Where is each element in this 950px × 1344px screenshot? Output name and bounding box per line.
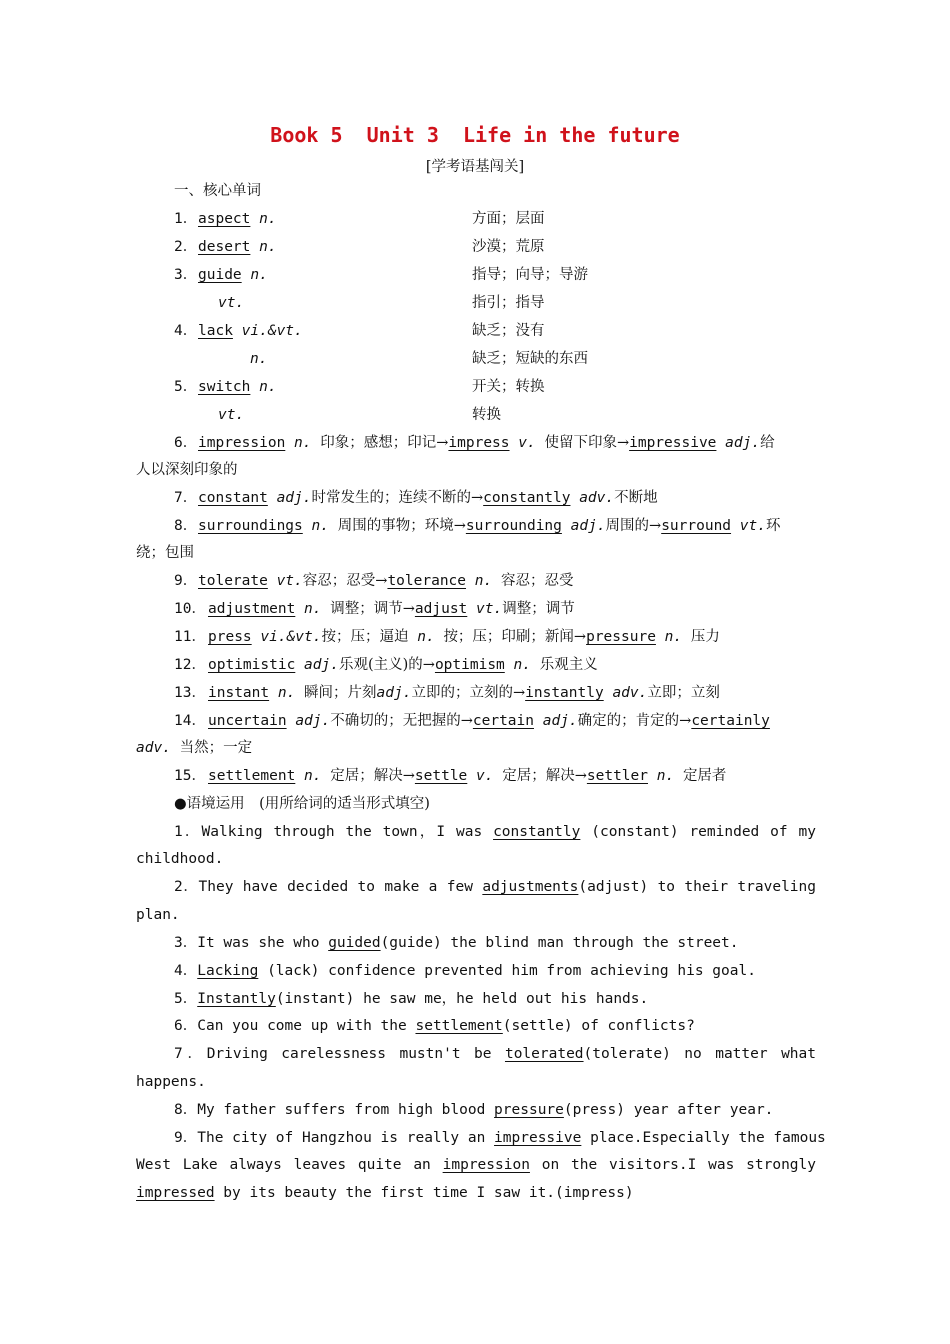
exercise-9-cont2: [136, 1181, 816, 1205]
text-fragment: 不确切的；无把握的→: [330, 713, 473, 729]
exercise-3: [174, 931, 816, 955]
text-fragment: optimism: [434, 657, 505, 673]
text-fragment: 11．: [174, 629, 206, 645]
word-family-8-cont: 绕；包围: [136, 545, 194, 561]
text-fragment: 乐观(主义)的→: [338, 657, 435, 673]
page-title: Book 5 Unit 3 Life in the future: [270, 123, 680, 147]
word-family-7: [174, 486, 816, 510]
text-fragment: constantly: [483, 490, 571, 506]
text-fragment: 确定的；肯定的→: [577, 713, 692, 729]
text-fragment: certain: [472, 713, 534, 729]
text-fragment: adj.: [304, 657, 339, 673]
answer: constantly: [493, 824, 581, 840]
text-fragment: vt.: [476, 601, 503, 617]
text-fragment: adv.: [136, 740, 171, 756]
vocab-item: 5．switch n.: [174, 379, 277, 395]
text-fragment: (press) year after year.: [563, 1102, 774, 1118]
text-fragment: 8．: [174, 518, 198, 534]
vocab-pos: vt.: [218, 407, 245, 423]
word-family-6: [174, 431, 816, 455]
text-fragment: vt.: [739, 518, 766, 534]
text-fragment: 3．It was she who: [174, 935, 329, 951]
text-fragment: tolerance: [387, 573, 467, 589]
vocab-item: 4．lack vi.&vt.: [174, 323, 303, 339]
text-fragment: 环: [765, 518, 781, 534]
text-fragment: n.: [656, 768, 675, 784]
vocab-meaning: 开关；转换: [472, 379, 545, 395]
word-family-14: [174, 709, 816, 733]
text-fragment: (adjust) to their traveling: [578, 879, 816, 895]
text-fragment: (constant) reminded of my: [580, 824, 816, 840]
text-fragment: 容忍；忍受: [500, 573, 574, 589]
vocab-meaning: 指引；指导: [472, 295, 545, 311]
word-family-11: [174, 625, 816, 649]
vocab-meaning: 方面；层面: [472, 211, 545, 227]
vocab-item: 3．guide n.: [174, 267, 268, 283]
text-fragment: place.Especially the famous: [581, 1130, 826, 1146]
exercise-2-cont: plan.: [136, 907, 180, 923]
text-fragment: surround: [661, 518, 732, 534]
vocab-meaning: 缺乏；没有: [472, 323, 545, 339]
vocab-meaning: 指导；向导；导游: [472, 267, 588, 283]
text-fragment: 给: [760, 435, 775, 451]
answer: Lacking: [197, 963, 259, 979]
text-fragment: uncertain: [208, 713, 287, 729]
word-family-12: [174, 653, 816, 677]
text-fragment: n.: [311, 518, 329, 534]
exercise-7-cont: happens.: [136, 1074, 206, 1090]
vocab-meaning: 转换: [472, 407, 501, 423]
text-fragment: 周围的→: [605, 518, 662, 534]
text-fragment: 调整；调节→: [330, 601, 415, 617]
text-fragment: impression: [198, 435, 286, 451]
text-fragment: 14．: [174, 713, 206, 729]
answer: pressure: [494, 1102, 564, 1118]
exercise-9-cont: [136, 1153, 816, 1177]
text-fragment: optimistic: [208, 657, 296, 673]
answer: impressive: [494, 1130, 582, 1146]
text-fragment: n.: [664, 629, 683, 645]
text-fragment: 压力: [690, 629, 720, 645]
text-fragment: vi.&vt.: [260, 629, 322, 645]
exercise-1-cont: childhood.: [136, 851, 224, 867]
text-fragment: adj.: [276, 490, 312, 506]
text-fragment: pressure: [586, 629, 656, 645]
text-fragment: (guide) the blind man through the street.: [380, 935, 739, 951]
vocab-meaning: 沙漠；荒原: [472, 239, 545, 255]
text-fragment: settlement: [208, 768, 296, 784]
answer: impressed: [136, 1185, 215, 1201]
text-fragment: 2．They have decided to make a few: [174, 879, 483, 895]
exercise-8: [174, 1098, 816, 1122]
vocab-pos: n.: [250, 351, 268, 367]
text-fragment: (lack) confidence prevented him from achieving his goal.: [258, 963, 756, 979]
text-fragment: 12．: [174, 657, 206, 673]
text-fragment: 6．Can you come up with the: [174, 1018, 416, 1034]
text-fragment: 定居；解决→: [502, 768, 587, 784]
text-fragment: 印象；感想；印记→: [320, 435, 449, 451]
answer: guided: [328, 935, 381, 951]
text-fragment: surroundings: [198, 518, 303, 534]
answer: impression: [442, 1157, 530, 1173]
text-fragment: adj.: [376, 685, 412, 701]
text-fragment: 15．: [174, 768, 206, 784]
vocab-pos: vt.: [218, 295, 245, 311]
text-fragment: West Lake always leaves quite an: [136, 1157, 443, 1173]
text-fragment: 按；压；逼迫: [321, 629, 409, 645]
text-fragment: 定居；解决→: [330, 768, 415, 784]
text-fragment: 时常发生的；连续不断的→: [311, 490, 484, 506]
text-fragment: instantly: [525, 685, 604, 701]
text-fragment: (settle) of conflicts?: [502, 1018, 695, 1034]
text-fragment: n.: [304, 601, 322, 617]
answer: tolerated: [504, 1046, 584, 1062]
text-fragment: tolerate: [198, 573, 268, 589]
exercise-1: [174, 820, 816, 844]
text-fragment: 4．: [174, 963, 198, 979]
text-fragment: adj.: [295, 713, 331, 729]
text-fragment: 13．: [174, 685, 206, 701]
text-fragment: 7．Driving carelessness mustn't be: [174, 1046, 505, 1062]
text-fragment: impressive: [629, 435, 717, 451]
text-fragment: 9．: [174, 573, 198, 589]
text-fragment: 8．My father suffers from high blood: [174, 1102, 495, 1118]
word-family-9: [174, 569, 816, 593]
text-fragment: 容忍；忍受→: [302, 573, 388, 589]
text-fragment: adj.: [725, 435, 761, 451]
answer: settlement: [415, 1018, 503, 1034]
text-fragment: 定居者: [682, 768, 727, 784]
text-fragment: n.: [513, 657, 531, 673]
text-fragment: n.: [474, 573, 493, 589]
text-fragment: certainly: [691, 713, 770, 729]
text-fragment: 瞬间；片刻: [304, 685, 377, 701]
text-fragment: settler: [586, 768, 648, 784]
answer: adjustments: [482, 879, 579, 895]
text-fragment: adv.: [612, 685, 648, 701]
text-fragment: (instant) he saw me，he held out his hands.: [275, 991, 649, 1007]
word-family-15: [174, 764, 816, 788]
text-fragment: 周围的事物；环境→: [337, 518, 466, 534]
text-fragment: 立即的；立刻的→: [411, 685, 526, 701]
word-family-6-cont: 人以深刻印象的: [136, 462, 238, 478]
text-fragment: vt.: [276, 573, 303, 589]
word-family-13: [174, 681, 816, 705]
text-fragment: 调整；调节: [502, 601, 575, 617]
text-fragment: 6．: [174, 435, 198, 451]
text-fragment: 使留下印象→: [544, 435, 630, 451]
text-fragment: 9．The city of Hangzhou is really an: [174, 1130, 495, 1146]
text-fragment: 乐观主义: [539, 657, 598, 673]
exercise-5: [174, 987, 816, 1011]
text-fragment: 按；压；印刷；新闻→: [443, 629, 587, 645]
exercise-6: [174, 1014, 816, 1038]
page-subtitle: [学考语基闯关]: [425, 159, 525, 175]
section-heading-core-words: 一、核心单词: [174, 183, 261, 199]
text-fragment: adj.: [542, 713, 578, 729]
text-fragment: 不断地: [614, 490, 658, 506]
text-fragment: constant: [198, 490, 268, 506]
text-fragment: 1．Walking through the town，I was: [174, 824, 494, 840]
exercise-7: [174, 1042, 816, 1066]
text-fragment: v.: [476, 768, 494, 784]
text-fragment: n.: [294, 435, 312, 451]
text-fragment: n.: [304, 768, 322, 784]
text-fragment: instant: [208, 685, 270, 701]
vocab-meaning: 缺乏；短缺的东西: [472, 351, 588, 367]
text-fragment: adjust: [414, 601, 468, 617]
text-fragment: on the visitors.I was strongly: [529, 1157, 816, 1173]
word-family-10: [174, 597, 816, 621]
text-fragment: n.: [417, 629, 435, 645]
text-fragment: adj.: [570, 518, 606, 534]
text-fragment: surrounding: [465, 518, 562, 534]
text-fragment: adv.: [579, 490, 615, 506]
text-fragment: by its beauty the first time I saw it.(impress): [214, 1185, 634, 1201]
exercise-2: [174, 875, 816, 899]
vocab-item: 1．aspect n.: [174, 211, 277, 227]
text-fragment: adjustment: [208, 601, 296, 617]
text-fragment: (tolerate) no matter what: [583, 1046, 816, 1062]
word-family-14-cont: [136, 736, 816, 760]
text-fragment: v.: [518, 435, 536, 451]
text-fragment: 7．: [174, 490, 198, 506]
section-heading-context: ●语境运用 (用所给词的适当形式填空): [174, 796, 430, 812]
text-fragment: 5．: [174, 991, 198, 1007]
text-fragment: 立即；立刻: [647, 685, 720, 701]
text-fragment: 10．: [174, 601, 206, 617]
text-fragment: press: [208, 629, 252, 645]
exercise-4: [174, 959, 816, 983]
text-fragment: impress: [448, 435, 510, 451]
vocab-item: 2．desert n.: [174, 239, 277, 255]
text-fragment: n.: [277, 685, 296, 701]
text-fragment: 当然；一定: [179, 740, 253, 756]
word-family-8: [174, 514, 816, 538]
answer: Instantly: [197, 991, 276, 1007]
text-fragment: settle: [414, 768, 468, 784]
exercise-9: [174, 1126, 826, 1150]
